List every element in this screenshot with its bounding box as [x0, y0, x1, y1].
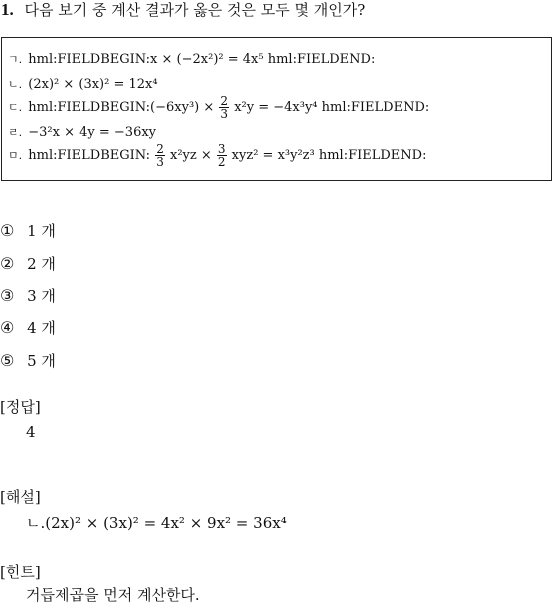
choice-5[interactable] — [0, 350, 56, 371]
fraction-numerator: 2 — [220, 94, 229, 108]
example-label: ㄹ. — [8, 126, 23, 139]
fraction-denominator: 2 — [217, 155, 226, 169]
hint-text: 거듭제곱을 먼저 계산한다. — [26, 586, 200, 604]
choice-marker: ① — [0, 221, 15, 240]
choice-2[interactable] — [0, 253, 56, 274]
example-content-mid: x²yz × — [169, 148, 216, 163]
example-label: ㄱ. — [8, 53, 23, 66]
fraction — [217, 143, 227, 168]
choice-1[interactable] — [0, 220, 56, 241]
choice-marker: ③ — [0, 286, 15, 305]
fraction-denominator: 3 — [220, 107, 229, 121]
choice-text: 1 개 — [27, 222, 56, 240]
example-box — [1, 37, 552, 181]
answer-label: [정답] — [0, 398, 41, 416]
example-content-suffix: x²y = −4x³y⁴ hml:FIELDEND: — [234, 100, 430, 115]
fraction — [219, 95, 229, 120]
example-item — [8, 51, 375, 67]
hint-label: [힌트] — [0, 563, 41, 581]
fraction-numerator: 3 — [217, 142, 226, 156]
example-item — [8, 143, 426, 168]
question-text: 다음 보기 중 계산 결과가 옳은 것은 모두 몇 개인가? — [24, 1, 366, 19]
choice-marker: ⑤ — [0, 351, 15, 370]
example-content-suffix: xyz² = x³y²z³ hml:FIELDEND: — [231, 148, 427, 163]
fraction-numerator: 2 — [156, 142, 164, 156]
example-content: −3²x × 4y = −36xy — [28, 125, 157, 140]
question-number: 1. — [1, 0, 14, 19]
choice-text: 3 개 — [27, 287, 56, 305]
example-item — [8, 95, 429, 120]
choice-text: 2 개 — [27, 255, 56, 273]
explanation-text: ㄴ.(2x)² × (3x)² = 4x² × 9x² = 36x⁴ — [26, 514, 287, 532]
fraction — [155, 143, 165, 168]
fraction-denominator: 3 — [156, 155, 164, 169]
example-label: ㄷ. — [8, 101, 23, 114]
example-content: hml:FIELDBEGIN:x × (−2x²)² = 4x⁵ hml:FIELDEND: — [28, 52, 376, 67]
example-label: ㅁ. — [8, 149, 23, 162]
choice-text: 5 개 — [27, 352, 56, 370]
choice-text: 4 개 — [27, 319, 56, 337]
explanation-label: [해설] — [0, 488, 41, 506]
example-content-prefix: hml:FIELDBEGIN:(−6xy³) × — [28, 100, 219, 115]
example-label: ㄴ. — [8, 78, 23, 91]
choice-4[interactable] — [0, 317, 56, 338]
answer-value: 4 — [26, 423, 36, 441]
choice-3[interactable] — [0, 285, 56, 306]
example-content-prefix: hml:FIELDBEGIN: — [28, 148, 151, 163]
question — [1, 0, 365, 20]
example-content: (2x)² × (3x)² = 12x⁴ — [28, 77, 158, 92]
example-item — [8, 76, 158, 92]
choice-marker: ④ — [0, 318, 15, 337]
choice-marker: ② — [0, 254, 15, 273]
example-item — [8, 124, 156, 140]
